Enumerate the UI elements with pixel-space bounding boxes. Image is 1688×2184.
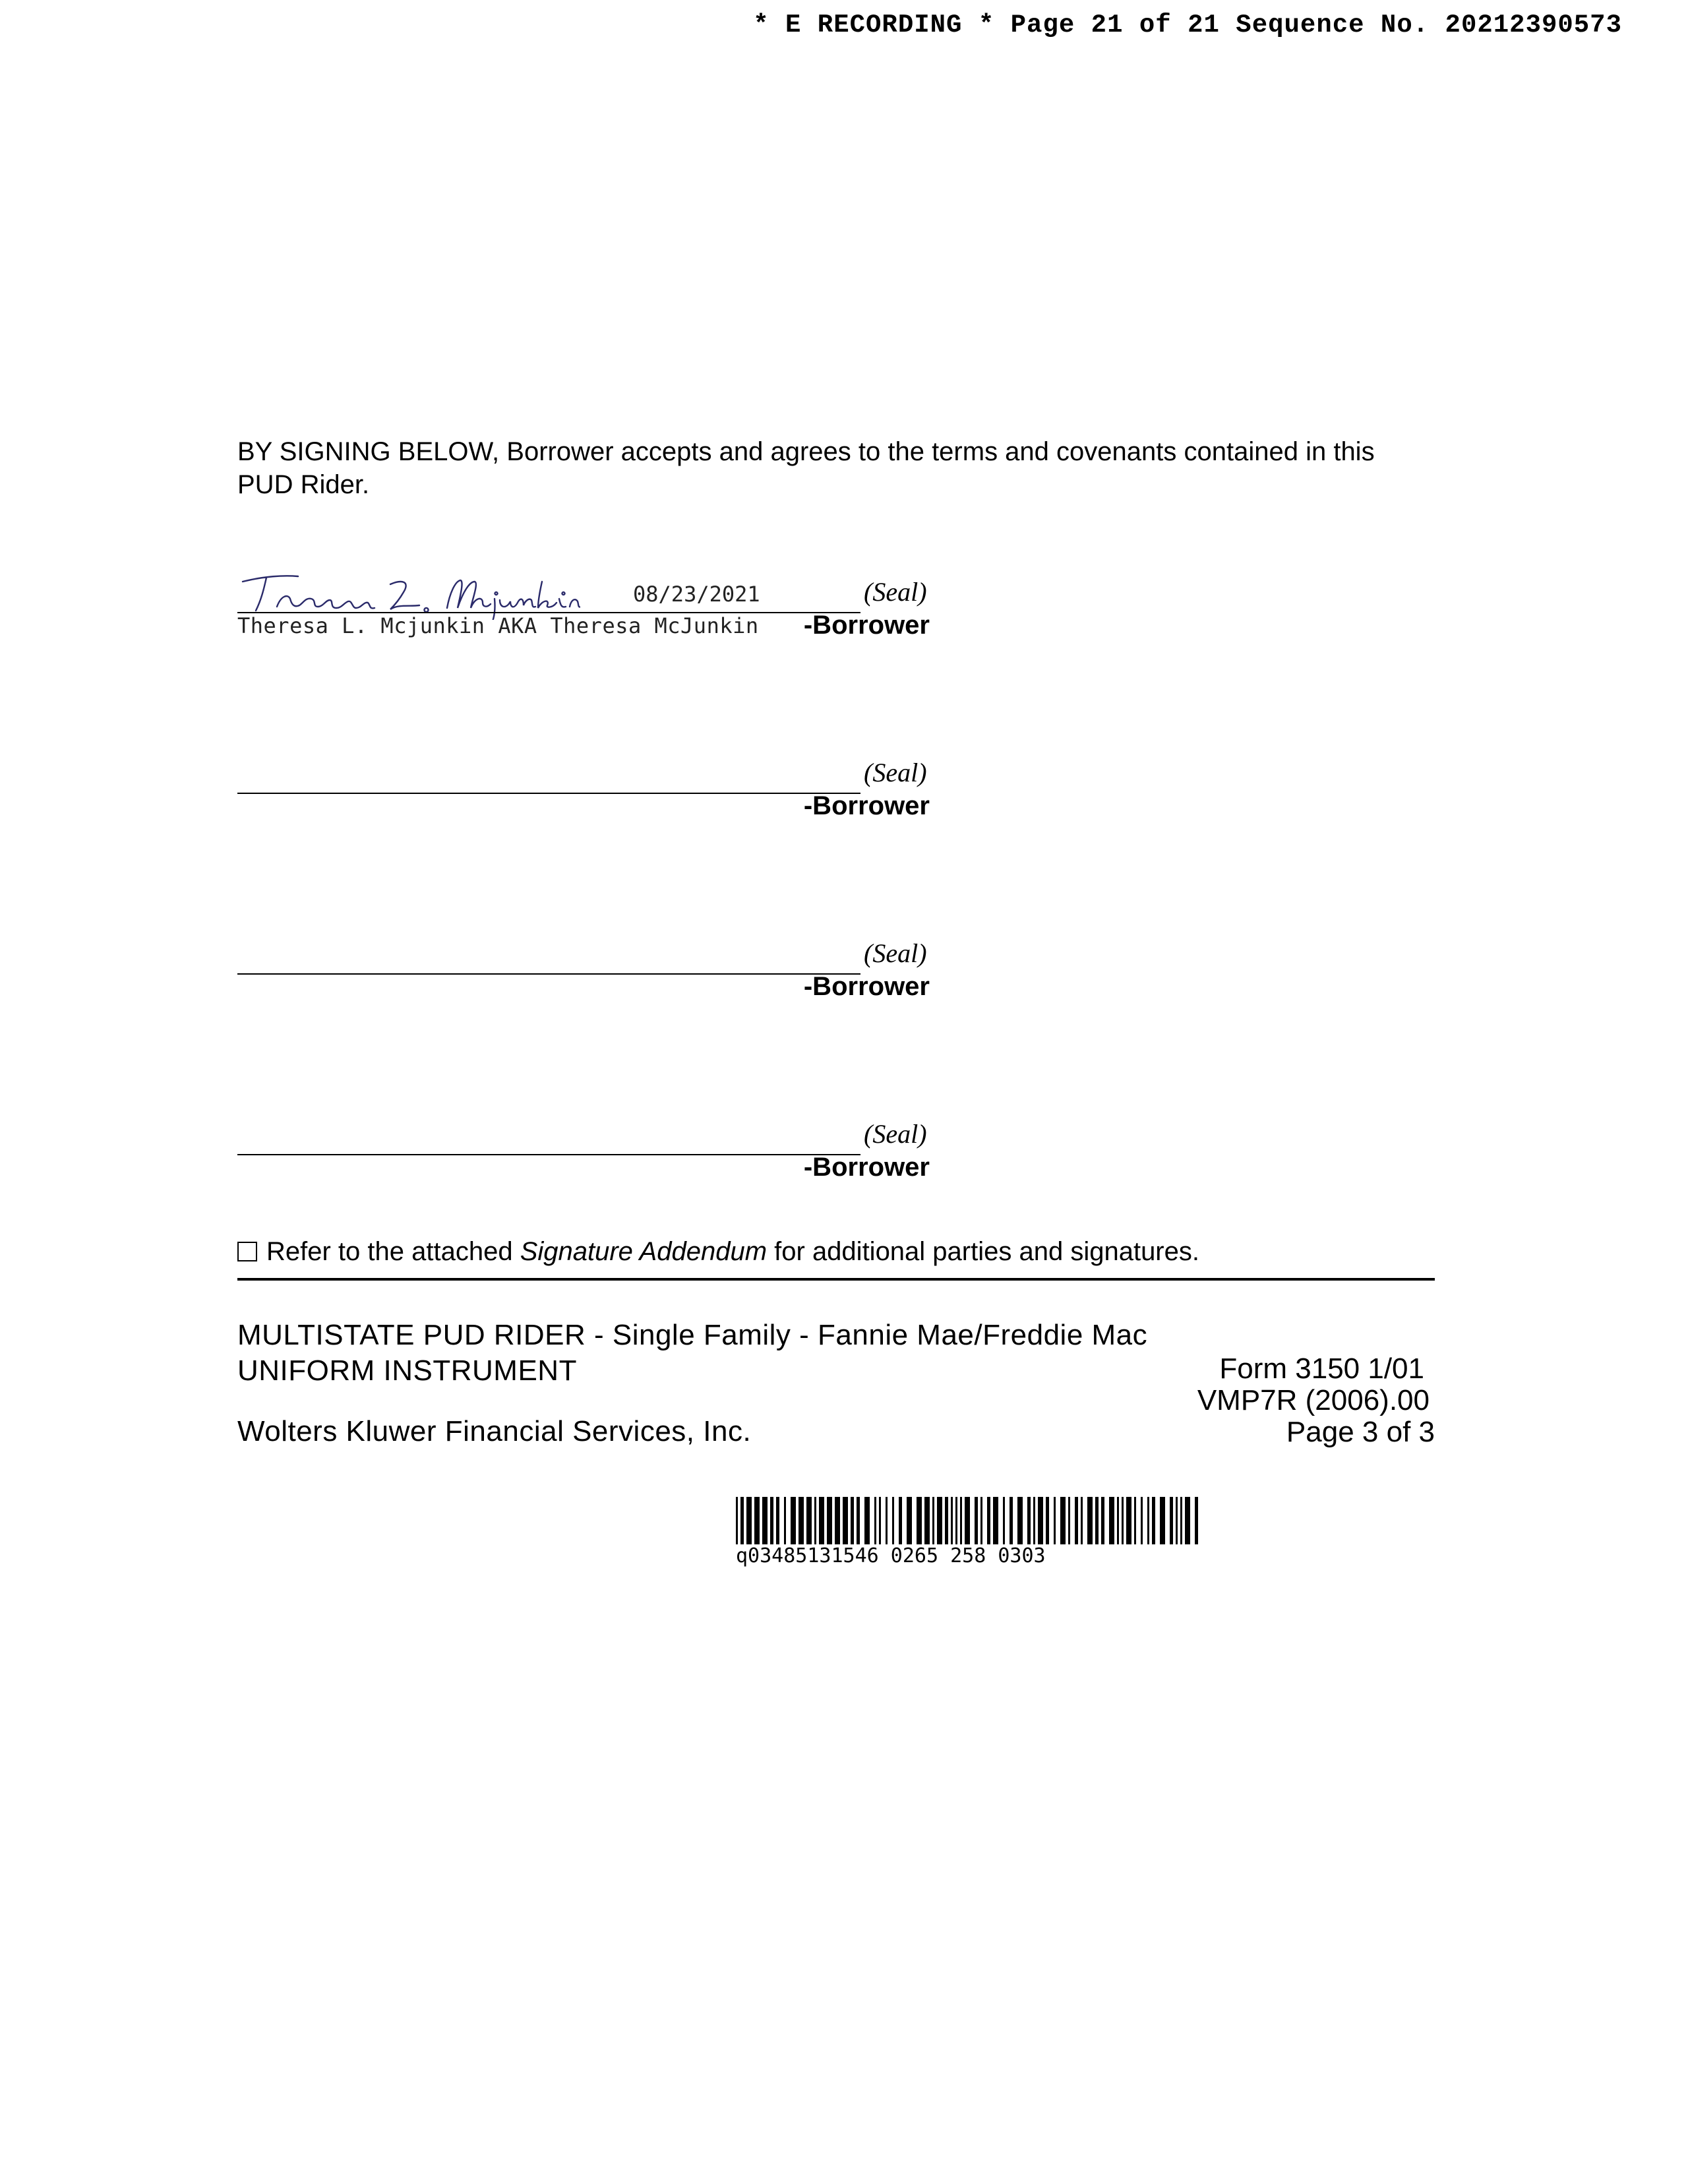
barcode-bar (960, 1497, 962, 1544)
barcode-bar (1147, 1497, 1149, 1544)
barcode-bar (1010, 1497, 1013, 1544)
barcode-bar (843, 1497, 848, 1544)
barcode-bar (1095, 1497, 1099, 1544)
barcode-bar (987, 1497, 990, 1544)
barcode-bar (1054, 1497, 1056, 1544)
barcode-bar (899, 1497, 902, 1544)
barcode-bar (965, 1497, 970, 1544)
seal-label: (Seal) (864, 938, 927, 968)
barcode-bar (1087, 1497, 1093, 1544)
barcode-bar (1134, 1497, 1136, 1544)
barcode-bar (892, 1497, 894, 1544)
seal-label: (Seal) (864, 577, 927, 607)
barcode-bar (736, 1497, 738, 1544)
barcode-bar (1117, 1497, 1119, 1544)
barcode-bar (924, 1497, 930, 1544)
footer-form-info (1197, 1353, 1435, 1448)
footer-divider (237, 1278, 1435, 1281)
barcode-bar (932, 1497, 934, 1544)
barcode-text: q03485131546 0265 258 0303 (736, 1544, 1046, 1567)
barcode-bar (1122, 1497, 1124, 1544)
barcode-bar (1180, 1497, 1182, 1544)
footer-form-number: Form 3150 1/01 (1219, 1352, 1424, 1385)
barcode-bar (975, 1497, 978, 1544)
barcode-bar (1033, 1497, 1035, 1544)
addendum-note (237, 1237, 1199, 1267)
barcode-bar (799, 1497, 804, 1544)
barcode-bar (1068, 1497, 1070, 1544)
footer-publisher: Wolters Kluwer Financial Services, Inc. (237, 1415, 752, 1447)
barcode-bar (762, 1497, 768, 1544)
borrower-label: -Borrower (803, 1153, 930, 1182)
seal-label: (Seal) (864, 1119, 927, 1149)
barcode-bar (1060, 1497, 1066, 1544)
signature-date: 08/23/2021 (633, 582, 760, 607)
barcode-bar (819, 1497, 824, 1544)
barcode-bar (1170, 1497, 1173, 1544)
signature-line (237, 1154, 860, 1155)
barcode-bar (874, 1497, 876, 1544)
barcode-bar (886, 1497, 888, 1544)
barcode-bar (1126, 1497, 1131, 1544)
barcode-bar (945, 1497, 948, 1544)
barcode-bar (740, 1497, 744, 1544)
signature-block-2 (237, 753, 930, 826)
barcode-bar (864, 1497, 870, 1544)
addendum-emphasis: Signature Addendum (520, 1237, 768, 1266)
footer-version: VMP7R (2006).00 (1197, 1384, 1430, 1416)
barcode-bar (776, 1497, 779, 1544)
recording-header: * E RECORDING * Page 21 of 21 Sequence No. 20212390573 (753, 11, 1622, 40)
barcode-bar (1195, 1497, 1198, 1544)
barcode-bar (827, 1497, 832, 1544)
borrower-label: -Borrower (803, 611, 930, 640)
barcode-bar (937, 1497, 942, 1544)
barcode-bar (1075, 1497, 1078, 1544)
barcode-bar (879, 1497, 881, 1544)
signer-name: Theresa L. Mcjunkin AKA Theresa McJunkin (237, 613, 759, 638)
barcode-bar (851, 1497, 854, 1544)
barcode-bar (1152, 1497, 1155, 1544)
barcode-bar (806, 1497, 812, 1544)
barcode-bar (857, 1497, 860, 1544)
barcode-bar (980, 1497, 982, 1544)
barcode-bar (993, 1497, 998, 1544)
barcode-bar (1176, 1497, 1178, 1544)
borrower-label: -Borrower (803, 972, 930, 1001)
barcode-bar (814, 1497, 816, 1544)
addendum-checkbox[interactable] (237, 1242, 257, 1261)
addendum-suffix: for additional parties and signatures. (767, 1237, 1199, 1266)
signature-line (237, 973, 860, 975)
footer-title (237, 1318, 1147, 1389)
barcode-bar (746, 1497, 752, 1544)
signature-block-4 (237, 1114, 930, 1187)
seal-label: (Seal) (864, 758, 927, 787)
barcode-bar (1185, 1497, 1190, 1544)
borrower-label: -Borrower (803, 791, 930, 820)
barcode-bar (791, 1497, 796, 1544)
signature-block-3 (237, 934, 930, 1006)
barcode-bar (754, 1497, 760, 1544)
barcode-bar (1160, 1497, 1165, 1544)
barcode-icon (736, 1497, 1205, 1544)
barcode-bar (1003, 1497, 1005, 1544)
barcode-bar (835, 1497, 840, 1544)
barcode-bar (1081, 1497, 1083, 1544)
barcode-bar (1027, 1497, 1031, 1544)
barcode-bar (1017, 1497, 1023, 1544)
barcode-bar (770, 1497, 773, 1544)
footer-page-number: Page 3 of 3 (1286, 1416, 1435, 1448)
barcode-bar (1101, 1497, 1104, 1544)
footer-title-line-1: MULTISTATE PUD RIDER - Single Family - Fannie Mae/Freddie Mac (237, 1319, 1148, 1351)
barcode-bar (907, 1497, 912, 1544)
signature-block-1 (237, 572, 930, 645)
addendum-prefix: Refer to the attached (266, 1237, 520, 1266)
barcode-bar (917, 1497, 922, 1544)
barcode-bar (1046, 1497, 1049, 1544)
barcode-bar (951, 1497, 953, 1544)
intro-paragraph: BY SIGNING BELOW, Borrower accepts and agrees to the terms and covenants contained in this PUD Rider. (237, 437, 1375, 499)
footer-title-line-2: UNIFORM INSTRUMENT (237, 1354, 577, 1387)
barcode-bar (1109, 1497, 1114, 1544)
barcode-bar (1038, 1497, 1043, 1544)
barcode-bar (955, 1497, 957, 1544)
barcode-bar (1141, 1497, 1143, 1544)
signature-line (237, 793, 860, 794)
barcode-bar (784, 1497, 786, 1544)
